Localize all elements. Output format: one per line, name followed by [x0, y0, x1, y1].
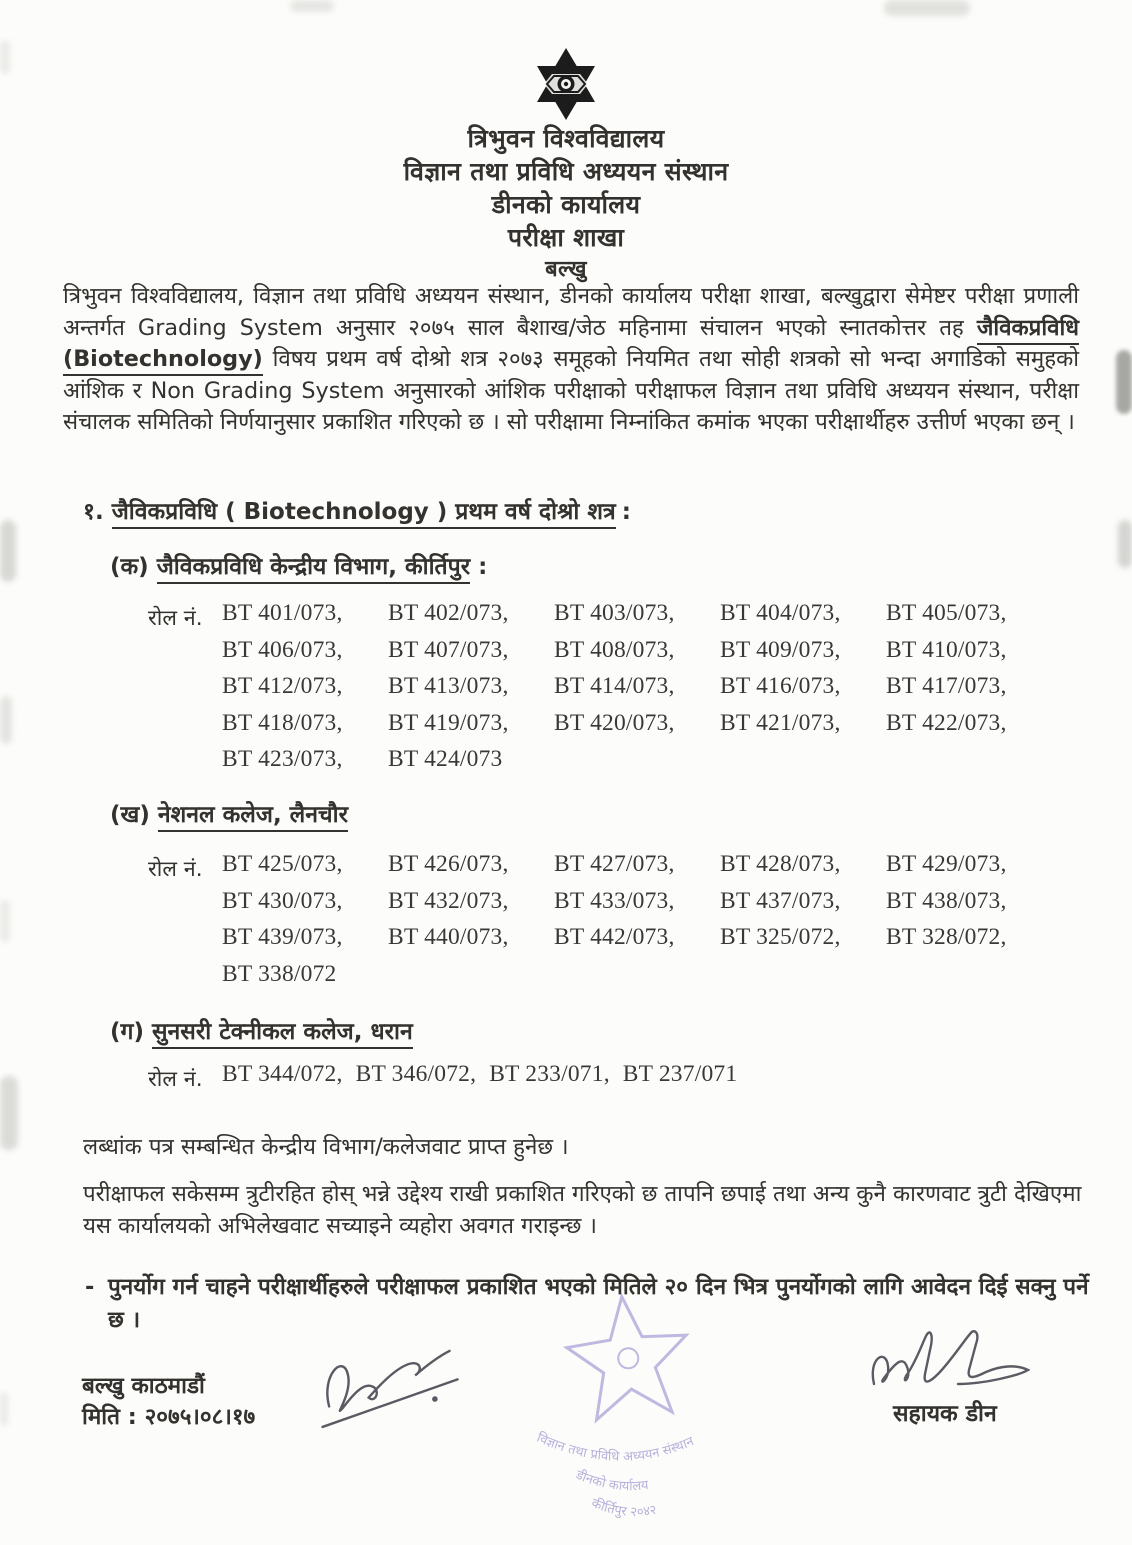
roll-number: BT 419/073, — [388, 709, 509, 736]
roll-prefix: रोल नं. — [148, 857, 203, 882]
scan-smudge — [0, 1076, 18, 1150]
roll-row — [222, 637, 1052, 674]
roll-number: BT 416/073, — [720, 673, 841, 699]
result-heading-number: १. — [83, 499, 104, 525]
footer-date: मिति : २०७५।०८।१७ — [82, 1404, 256, 1430]
institute-name: विज्ञान तथा प्रविधि अध्ययन संस्थान — [403, 157, 729, 186]
roll-number: BT 418/073, — [222, 709, 343, 736]
intro-text-1: त्रिभुवन विश्वविद्यालय, विज्ञान तथा प्रविधि अध्ययन संस्थान, डीनको कार्यालय परीक्षा शाखा, बल्खुद्वारा सेमेष्टर परीक्षा प्रणाली अन्तर्गत Grading System अनुसार २०७५ साल बैशाख/जेठ महिनामा संचालन भएको स्नातकोत्तर तह — [63, 283, 1079, 341]
roll-number: BT 410/073, — [886, 636, 1007, 663]
retotal-dash: - — [85, 1274, 95, 1300]
roll-number: BT 233/071, — [489, 1061, 610, 1087]
roll-number: BT 346/072, — [355, 1061, 477, 1087]
roll-number: BT 338/072 — [222, 960, 337, 987]
roll-number: BT 423/073, — [222, 746, 343, 772]
roll-number: BT 407/073, — [388, 636, 509, 663]
handwritten-signature-left — [309, 1331, 476, 1446]
section-title-national-college — [110, 797, 348, 829]
roll-row — [222, 673, 1052, 710]
office-name: डीनको कार्यालय — [491, 190, 641, 219]
svg-text:विज्ञान तथा प्रविधि अध्ययन संस — [533, 1414, 698, 1475]
roll-number: BT 409/073, — [720, 636, 841, 663]
roll-number: BT 438/073, — [886, 887, 1007, 914]
roll-number: BT 403/073, — [554, 600, 675, 626]
svg-text:डीनको कार्यालय — [571, 1459, 650, 1500]
note-accuracy: परीक्षाफल सकेसम्म त्रुटीरहित होस् भन्ने उद्देश्य राखी प्रकाशित गरिएको छ तापनि छपाई तथा अन्य कुनै कारणवाट त्रुटी देखिएमा यस कार्यालयको अभिलेखवाट सच्याइने व्यहोरा अवगत गराइन्छ । — [83, 1181, 1082, 1239]
scan-smudge — [1118, 520, 1132, 568]
scan-smudge — [290, 0, 334, 12]
roll-number: BT 406/073, — [222, 636, 343, 663]
roll-prefix: रोल नं. — [148, 1067, 203, 1092]
section-label: (ग) — [110, 1019, 144, 1045]
retotal-text: पुनर्योग गर्न चाहने परीक्षार्थीहरुले परीक्षाफल प्रकाशित भएको मितिले २० दिन भित्र पुनर्योगको लागि आवेदन दिई सक्नु पर्ने छ । — [108, 1274, 1089, 1333]
footer-place-date — [82, 1371, 255, 1433]
roll-row — [222, 851, 1052, 888]
section-label: (क) — [110, 554, 149, 580]
roll-number: BT 432/073, — [388, 887, 509, 914]
roll-number: BT 405/073, — [886, 600, 1007, 626]
location-name: बल्खु — [545, 257, 587, 282]
roll-number: BT 325/072, — [720, 924, 841, 950]
letterhead — [0, 122, 1132, 285]
svg-text:कीर्तिपुर २०४२ — [588, 1489, 658, 1525]
roll-prefix: रोल नं. — [148, 606, 203, 631]
roll-number: BT 344/072, — [222, 1061, 343, 1087]
roll-row — [222, 888, 1052, 925]
roll-list-sunsari-technical-college — [148, 1061, 750, 1098]
result-heading-colon: : — [621, 499, 631, 525]
roll-number: BT 426/073, — [388, 851, 509, 877]
section-name: नेशनल कलेज, लैनचौर — [158, 802, 348, 832]
roll-row — [222, 710, 1052, 747]
roll-row — [222, 961, 1052, 998]
scan-smudge — [0, 520, 16, 582]
section-colon: : — [478, 554, 488, 580]
intro-paragraph — [63, 281, 1079, 439]
scan-smudge — [0, 900, 10, 942]
section-title-sunsari-technical-college — [110, 1014, 413, 1046]
office-seal-stamp-icon — [505, 1275, 762, 1545]
roll-list-central-department — [148, 600, 1052, 783]
section-name: सुनसरी टेक्नीकल कलेज, धरान — [152, 1019, 413, 1049]
roll-number: BT 402/073, — [388, 600, 509, 626]
roll-number: BT 413/073, — [388, 673, 509, 699]
roll-number: BT 421/073, — [720, 709, 841, 736]
roll-row — [222, 1061, 750, 1098]
roll-number: BT 237/071 — [622, 1061, 738, 1087]
scan-smudge — [0, 1392, 8, 1426]
roll-list-national-college — [148, 851, 1052, 997]
roll-number: BT 404/073, — [720, 600, 841, 626]
roll-row — [222, 924, 1052, 961]
roll-number: BT 420/073, — [554, 709, 675, 736]
roll-number: BT 427/073, — [554, 851, 675, 877]
result-heading — [83, 494, 631, 526]
university-name: त्रिभुवन विश्वविद्यालय — [467, 124, 665, 153]
section-title-central-department — [110, 549, 487, 581]
note-marksheet: लब्धांक पत्र सम्बन्धित केन्द्रीय विभाग/कलेजवाट प्राप्त हुनेछ । — [83, 1134, 569, 1160]
scan-smudge — [1116, 350, 1132, 414]
scan-smudge — [0, 696, 12, 744]
roll-number: BT 417/073, — [886, 673, 1007, 699]
tu-star-emblem-icon — [528, 48, 604, 120]
stamp-arc-bottom: कीर्तिपुर २०४२ — [589, 1496, 658, 1520]
roll-number: BT 424/073 — [388, 746, 503, 772]
roll-number: BT 429/073, — [886, 851, 1007, 877]
roll-row — [222, 600, 1052, 637]
roll-row — [222, 746, 1052, 783]
roll-number: BT 412/073, — [222, 673, 343, 699]
roll-number: BT 430/073, — [222, 887, 343, 914]
roll-number: BT 401/073, — [222, 600, 343, 626]
stamp-arc-top: विज्ञान तथा प्रविधि अध्ययन संस्थान — [534, 1430, 697, 1465]
roll-rows — [222, 851, 1052, 997]
section-name: जैविकप्रविधि केन्द्रीय विभाग, कीर्तिपुर — [157, 554, 470, 584]
roll-number: BT 428/073, — [720, 851, 841, 877]
result-heading-title: जैविकप्रविधि ( Biotechnology ) प्रथम वर्ष दोश्रो शत्र — [112, 499, 616, 529]
roll-number: BT 408/073, — [554, 636, 675, 663]
roll-number: BT 433/073, — [554, 887, 675, 914]
scan-smudge — [0, 40, 10, 74]
roll-number: BT 414/073, — [554, 673, 675, 699]
scan-smudge — [884, 0, 970, 16]
roll-number: BT 425/073, — [222, 851, 343, 877]
roll-rows — [222, 1061, 750, 1098]
footer-address: बल्खु काठमाडौं — [82, 1373, 205, 1399]
section-label: (ख) — [110, 802, 150, 828]
signatory-title: सहायक डीन — [893, 1401, 997, 1427]
roll-number: BT 440/073, — [388, 924, 509, 950]
branch-name: परीक्षा शाखा — [507, 223, 625, 252]
roll-number: BT 422/073, — [886, 709, 1007, 736]
stamp-arc-middle: डीनको कार्यालय — [573, 1467, 650, 1495]
subject-highlight: जैविकप्रविधि (Biotechnology) — [63, 315, 1079, 377]
roll-number: BT 437/073, — [720, 887, 841, 914]
intro-text-2: विषय प्रथम वर्ष दोश्रो शत्र २०७३ समूहको नियमित तथा सोही शत्रको सो भन्दा अगाडिको समुहको आंशिक र Non Grading System अनुसारको आंशिक परीक्षाको परीक्षाफल विज्ञान तथा प्रविधि अध्ययन संस्थान, परीक्षा संचालक समितिको निर्णयानुसार प्रकाशित गरिएको छ । सो परीक्षामा निम्नांकित कमांक भएका परीक्षार्थीहरु उत्तीर्ण भएका छन् । — [63, 346, 1079, 436]
roll-rows — [222, 600, 1052, 783]
roll-number: BT 328/072, — [886, 924, 1007, 950]
roll-number: BT 439/073, — [222, 924, 343, 950]
roll-number: BT 442/073, — [554, 924, 675, 950]
